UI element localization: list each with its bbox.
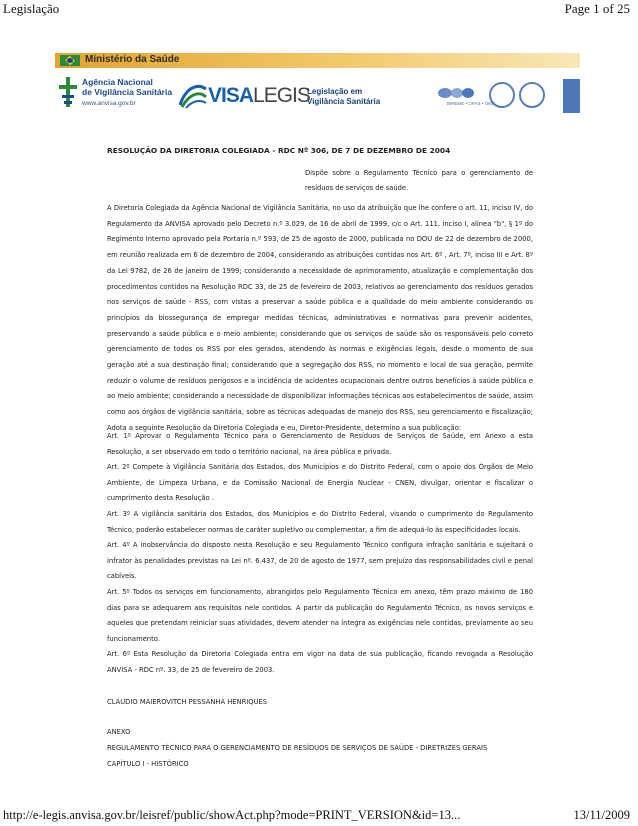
- annex: [107, 724, 533, 772]
- visa-word: VISA: [208, 84, 254, 107]
- agency-name-line1: Agência Nacional: [82, 77, 153, 87]
- ministry-bar: [55, 53, 580, 68]
- print-header-title: Legislação: [3, 1, 60, 16]
- partner-logos: [437, 79, 580, 113]
- source-url-link[interactable]: http://e-legis.anvisa.gov.br/leisref/public/showAct.php?mode=PRINT_VERSION&id=13...: [3, 808, 461, 822]
- articles: [107, 429, 533, 679]
- legis-title-line2: Vigilância Sanitária: [307, 97, 381, 106]
- print-footer: [0, 808, 638, 826]
- partners-caption: BIREME • OPAS • OMS: [447, 101, 495, 106]
- print-header: [0, 0, 638, 20]
- ministry-label: Ministério da Saúde: [85, 54, 180, 65]
- chapter-title: CAPÍTULO I - HISTÓRICO: [107, 760, 189, 768]
- banner: [55, 53, 580, 143]
- agency-name: [82, 77, 192, 97]
- article-2: Art. 2º Compete à Vigilância Sanitária dos Estados, dos Municípios e do Distrito Federal, com o apoio dos Órgãos de Meio Ambiente, de Limpeza Urbana, e da Comissão Nacional de Energia Nuclear - CNEN, divulgar, orientar e fiscalizar o cumprimento desta Resolução .: [107, 463, 533, 503]
- brazil-flag-icon: [60, 55, 80, 66]
- article-6: Art. 6º Esta Resolução da Diretoria Colegiada entra em vigor na data de sua publicação, ficando revogada a Resolução ANVISA - RDC nº. 33, de 25 de fevereiro de 2003.: [107, 650, 533, 674]
- page-indicator: Page 1 of 25: [564, 1, 630, 16]
- legis-word: LEGIS: [253, 84, 310, 107]
- oms-globe-icon: [519, 82, 545, 108]
- annex-label: ANEXO: [107, 728, 131, 736]
- legis-title-line1: Legislação em: [307, 87, 363, 96]
- visa-swirl-icon: [178, 83, 208, 109]
- print-date: 13/11/2009: [573, 808, 630, 822]
- signature: CLÁUDIO MAIEROVITCH PESSANHA HENRIQUES: [107, 698, 268, 706]
- visalegis-wordmark: [208, 84, 310, 108]
- anvisa-cross-icon: [59, 77, 77, 107]
- annex-title: REGULAMENTO TÉCNICO PARA O GERENCIAMENTO DE RESÍDUOS DE SERVIÇOS DE SAÚDE - DIRETRIZES GERAIS: [107, 744, 488, 752]
- visalegis-logo: [178, 81, 310, 111]
- agency-url: www.anvisa.gov.br: [82, 100, 136, 107]
- resolution-title: RESOLUÇÃO DA DIRETORIA COLEGIADA - RDC Nº 306, DE 7 DE DEZEMBRO DE 2004: [107, 146, 451, 155]
- legis-title: [307, 87, 380, 107]
- preamble: A Diretoria Colegiada da Agência Nacional de Vigilância Sanitária, no uso da atribuição que lhe confere o art. 11, inciso IV, do Regulamento da ANVISA aprovado pelo Decreto n.º 3.029, de 16 de abril de 1999, c/c o Art. 111, inciso I, alínea "b", § 1º do Regimento Interno aprovado pela Portaria n.º 593, de 25 de agosto de 2000, publicada no DOU de 22 de dezembro de 2000, em reunião realizada em 6 de dezembro de 2004, considerando as atribuições contidas nos Art. 6º , Art. 7º, inciso III e Art. 8º da Lei 9782, de 26 de janeiro de 1999; considerando a necessidade de aprimoramento, atualização e complementação dos procedimentos contidos na Resolução RDC 33, de 25 de fevereiro de 2003, relativos ao gerenciamento dos resíduos gerados nos serviços de saúde - RSS, com vistas a preservar a saúde pública e a qualidade do meio ambiente considerando os princípios da biossegurança de empregar medidas técnicas, administrativas e normativas para prevenir acidentes, preservando a saúde pública e o meio ambiente; considerando que os serviços de saúde são os responsáveis pelo correto gerenciamento de todos os RSS por eles gerados, atendendo às normas e exigências legais, desde o momento de sua geração até a sua destinação final; considerando que a segregação dos RSS, no momento e local de sua geração, permite reduzir o volume de resíduos perigosos e a incidência de acidentes ocupacionais dentre outros benefícios à saúde pública e ao meio ambiente; considerando a necessidade de disponibilizar informações técnicas aos estabelecimentos de saúde, assim como aos órgãos de vigilância sanitária, sobre as técnicas adequadas de manejo dos RSS, seu gerenciamento e fiscalização; Adota a seguinte Resolução da Diretoria Colegiada e eu, Diretor-Presidente, determino a sua publicação:: [107, 204, 533, 432]
- agency-name-line2: de Vigilância Sanitária: [82, 87, 173, 97]
- bvs-logo-icon: [563, 79, 580, 113]
- article-4: Art. 4º A inobservância do disposto nesta Resolução e seu Regulamento Técnico configura infração sanitária e sujeitará o infrator às penalidades previstas na Lei nº. 6.437, de 20 de agosto de 1977, sem prejuízo das responsabilidades civil e penal cabíveis.: [107, 541, 533, 581]
- article-5: Art. 5º Todos os serviços em funcionamento, abrangidos pelo Regulamento Técnico em anexo, têm prazo máximo de 180 dias para se adequarem aos requisitos nele contidos. A partir da publicação do Regulamento Técnico, os novos serviços e aqueles que pretendam reiniciar suas atividades, devem atender na íntegra as exigências nele contidas, previamente ao seu funcionamento.: [107, 587, 533, 643]
- document: [107, 146, 533, 768]
- ementa: Dispõe sobre o Regulamento Técnico para o gerenciamento de resíduos de serviços de saúde.: [305, 169, 533, 192]
- bireme-logo-icon: [437, 87, 475, 99]
- article-3: Art. 3º A vigilância sanitária dos Estados, dos Municípios e do Distrito Federal, visando o cumprimento do Regulamento Técnico, poderão estabelecer normas de caráter supletivo ou complementar, a fim de adequá-lo às especificidades locais.: [107, 509, 533, 534]
- article-1: Art. 1º Aprovar o Regulamento Técnico para o Gerenciamento de Resíduos de Serviços de Saúde, em Anexo a esta Resolução, a ser observado em todo o território nacional, na área pública e privada.: [107, 432, 533, 456]
